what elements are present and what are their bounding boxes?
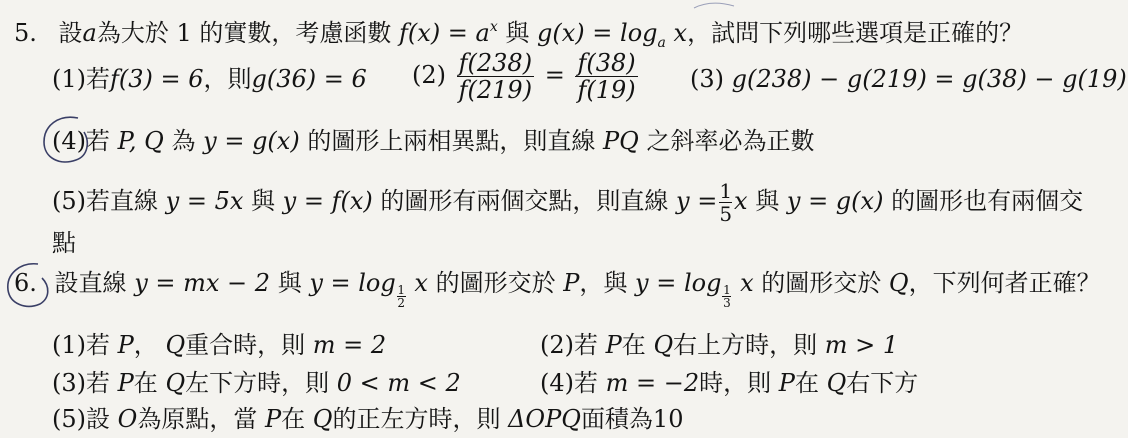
fraction: $\frac{f(38)}{f(19)}$ bbox=[577, 49, 636, 104]
q6-option-5: (5)設 O為原點，當 P在 Q的正左方時，則 ΔOPQ面積為10 bbox=[52, 405, 684, 433]
pen-circle-mark bbox=[2, 258, 54, 314]
log-base-third: $\frac{1}{3}$ bbox=[723, 283, 731, 310]
q6-number: 6. bbox=[14, 269, 37, 297]
pen-circle-mark bbox=[38, 112, 98, 172]
q6-option-4: (4)若 m = −2時，則 P在 Q右下方 bbox=[540, 369, 919, 397]
q5-option-5-continued: 點 bbox=[52, 229, 76, 257]
q6-option-1: (1)若 P， Q重合時，則 m = 2 bbox=[52, 331, 387, 359]
q5-stem: 5. 設a為大於 1 的實數，考慮函數 $f(x) = a^x$ 與 $g(x) = \log_a x$，試問下列哪些選項是正確的？ bbox=[14, 19, 1024, 51]
q6-option-3: (3)若 P在 Q左下方時，則 0 < m < 2 bbox=[52, 369, 461, 397]
q6-option-2: (2)若 P在 Q右上方時，則 m > 1 bbox=[540, 331, 899, 359]
q5-option-2: (2) $\frac{f(238)}{f(219)}$ = $\frac{f(38)}{f(19)}$ bbox=[412, 49, 636, 104]
q6-stem: 6. 設直線 y = mx − 2 與 y = log $\frac{1}{2}$ x 的圖形交於 P，與 y = log $\frac{1}{3}$ x 的圖形交於 Q，下列何者正確？ bbox=[14, 269, 1101, 310]
q5-option-5: (5)若直線 y = 5x 與 y = f(x) 的圖形有兩個交點，則直線 y = $\frac{1}{5}$ x 與 y = g(x) 的圖形也有兩個交 bbox=[52, 179, 1084, 226]
fraction: $\frac{f(238)}{f(219)}$ bbox=[458, 49, 533, 104]
pen-scribble-mark bbox=[690, 0, 750, 12]
q5-option-3: (3) g(238) − g(219) = g(38) − g(19) bbox=[690, 65, 1127, 93]
fraction: $\frac{1}{5}$ bbox=[719, 179, 733, 226]
log-base-half: $\frac{1}{2}$ bbox=[397, 283, 406, 310]
q5-option-4: (4)若 P, Q 為 y = g(x) 的圖形上兩相異點，則直線 PQ 之斜率必為正數 bbox=[52, 127, 815, 155]
q5-option-1: (1)若f(3) = 6，則g(36) = 6 bbox=[52, 65, 367, 93]
q5-number: 5. bbox=[14, 19, 37, 47]
